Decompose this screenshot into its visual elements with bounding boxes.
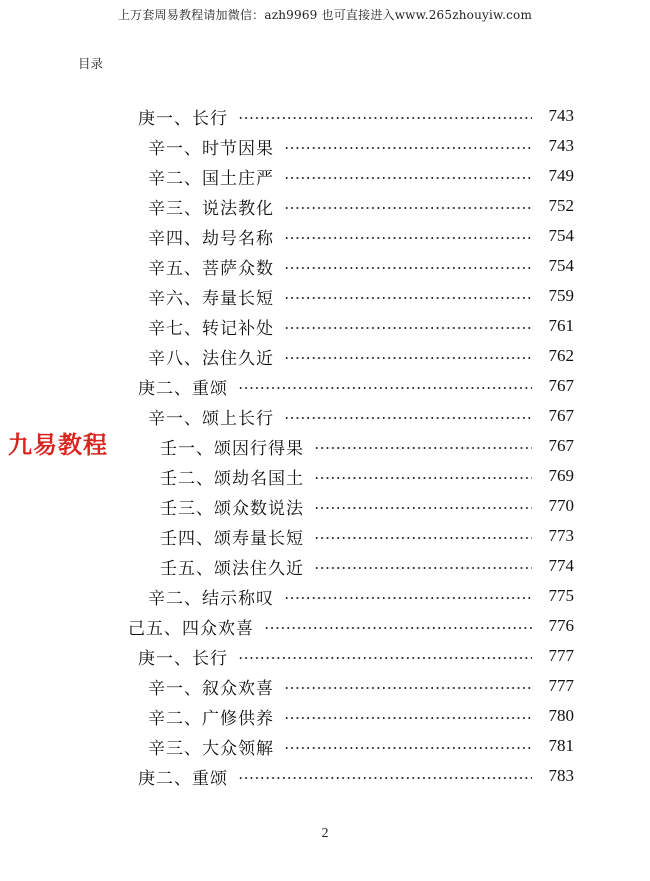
toc-dot-leader (284, 177, 532, 179)
toc-entry (160, 491, 574, 521)
toc-dot-leader (314, 477, 532, 479)
toc-entry-page: 767 (548, 436, 574, 455)
toc-entry-page: 767 (548, 376, 574, 395)
toc-entry (148, 281, 574, 311)
toc-entry (138, 761, 574, 791)
toc-dot-leader (284, 747, 532, 749)
toc-entry (160, 431, 574, 461)
toc-entry (160, 551, 574, 581)
toc-entry-label: 庚二、重颂 (138, 768, 228, 789)
toc-entry-label: 壬四、颂寿量长短 (160, 528, 304, 549)
toc-entry-page: 754 (548, 256, 574, 275)
toc-entry-page: 752 (548, 196, 574, 215)
toc-entry-label: 壬一、颂因行得果 (160, 438, 304, 459)
toc-entry-label: 辛三、说法教化 (148, 198, 274, 219)
toc-dot-leader (284, 297, 532, 299)
toc-entry (148, 251, 574, 281)
toc-dot-leader (238, 387, 532, 389)
toc-dot-leader (264, 627, 532, 629)
toc-dot-leader (238, 777, 532, 779)
toc-dot-leader (284, 597, 532, 599)
toc-dot-leader (284, 417, 532, 419)
toc-entry (148, 191, 574, 221)
toc-dot-leader (284, 237, 532, 239)
toc-entry-label: 辛二、广修供养 (148, 708, 274, 729)
toc-entry (148, 401, 574, 431)
toc-entry-page: 783 (548, 766, 574, 785)
toc-entry-page: 774 (548, 556, 574, 575)
toc-dot-leader (314, 537, 532, 539)
toc-entry-label: 辛八、法住久近 (148, 348, 274, 369)
toc-dot-leader (238, 657, 532, 659)
toc-dot-leader (284, 687, 532, 689)
toc-entry-label: 辛四、劫号名称 (148, 228, 274, 249)
toc-entry-label: 辛二、结示称叹 (148, 588, 274, 609)
toc-entry-page: 767 (548, 406, 574, 425)
toc-entry-page: 770 (548, 496, 574, 515)
toc-entry (138, 641, 574, 671)
toc-entry (148, 701, 574, 731)
toc-entry (138, 101, 574, 131)
watermark: 九易教程 (8, 431, 108, 459)
toc-entry-label: 壬五、颂法住久近 (160, 558, 304, 579)
toc-entry (148, 161, 574, 191)
toc-dot-leader (238, 117, 532, 119)
toc-entry-page: 775 (548, 586, 574, 605)
toc-entry-page: 759 (548, 286, 574, 305)
section-title: 目录 (78, 56, 104, 71)
toc-entry-page: 749 (548, 166, 574, 185)
toc-dot-leader (314, 507, 532, 509)
toc-entry-label: 壬二、颂劫名国土 (160, 468, 304, 489)
toc-entry-label: 辛三、大众领解 (148, 738, 274, 759)
toc-dot-leader (314, 447, 532, 449)
toc-entry (148, 581, 574, 611)
toc-entry-label: 壬三、颂众数说法 (160, 498, 304, 519)
page-header: 上万套周易教程请加微信：azh9969 也可直接进入www.265zhouyiw.com (117, 8, 533, 22)
toc-entry-label: 辛七、转记补处 (148, 318, 274, 339)
toc-entry-page: 777 (548, 646, 574, 665)
toc-entry (148, 731, 574, 761)
toc-entry-label: 己五、四众欢喜 (128, 618, 254, 639)
toc-entry-page: 776 (548, 616, 574, 635)
toc-dot-leader (284, 267, 532, 269)
toc-entry-label: 辛一、叙众欢喜 (148, 678, 274, 699)
toc-dot-leader (284, 717, 532, 719)
toc-entry-page: 762 (548, 346, 574, 365)
toc-entry (148, 131, 574, 161)
toc-entry (138, 371, 574, 401)
toc-entry (148, 341, 574, 371)
toc-dot-leader (284, 147, 532, 149)
toc-dot-leader (284, 357, 532, 359)
page-number: 2 (321, 826, 329, 841)
toc-entry-page: 777 (548, 676, 574, 695)
toc-entry-page: 743 (548, 136, 574, 155)
toc-entry (148, 671, 574, 701)
toc-entry (160, 461, 574, 491)
toc-entry-label: 庚一、长行 (138, 648, 228, 669)
toc-entry-label: 庚二、重颂 (138, 378, 228, 399)
toc-dot-leader (284, 207, 532, 209)
toc-dot-leader (284, 327, 532, 329)
toc-entry (160, 521, 574, 551)
toc-entry-label: 辛一、时节因果 (148, 138, 274, 159)
toc-entry-page: 781 (548, 736, 574, 755)
toc-entry-page: 754 (548, 226, 574, 245)
toc-entry-page: 761 (548, 316, 574, 335)
toc-entry-page: 769 (548, 466, 574, 485)
toc-entry-page: 773 (548, 526, 574, 545)
toc-entry-label: 辛五、菩萨众数 (148, 258, 274, 279)
toc-entry-page: 780 (548, 706, 574, 725)
toc-entry (148, 221, 574, 251)
toc-entry-label: 辛六、寿量长短 (148, 288, 274, 309)
toc-entry (128, 611, 574, 641)
toc-entry-page: 743 (548, 106, 574, 125)
toc-dot-leader (314, 567, 532, 569)
toc-entry-label: 辛一、颂上长行 (148, 408, 274, 429)
toc-entry (148, 311, 574, 341)
toc-entry-label: 庚一、长行 (138, 108, 228, 129)
toc-entry-label: 辛二、国土庄严 (148, 168, 274, 189)
